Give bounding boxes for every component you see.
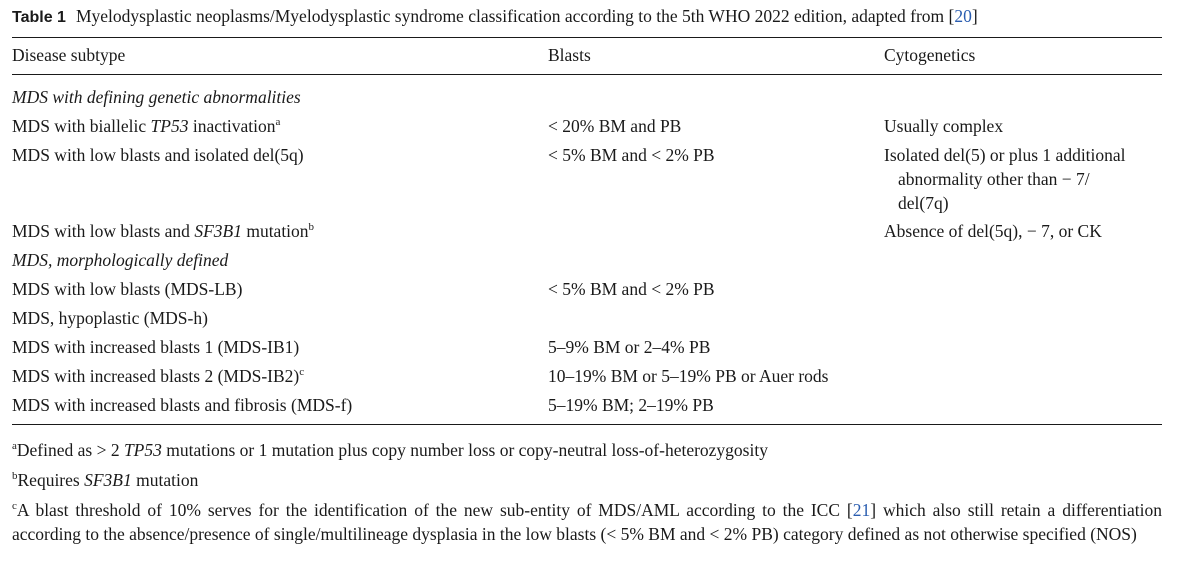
top-rule (12, 37, 1162, 38)
footnote-marker: c (299, 366, 305, 379)
cell-blasts: < 5% BM and < 2% PB (548, 145, 715, 165)
table-label: Table 1 (12, 9, 66, 26)
footnote-mark: b (12, 470, 18, 483)
footnote-b: $^b$Requires SF3B1 mutation (12, 470, 199, 490)
caption-text: Myelodysplastic neoplasms/Myelodysplastic syndrome classification according to the 5th WHO 2022 edition, adapted from [ (75, 6, 955, 26)
gene-name: TP53 (123, 440, 162, 460)
footnote-a: $^a$Defined as > 2 TP53 mutations or 1 mutation plus copy number loss or copy-neutral loss-of-heterozygosity (12, 440, 768, 460)
footnote-marker: a (275, 116, 281, 129)
footnote-marker: b (308, 221, 315, 234)
footnote-c: $^c$A blast threshold of 10% serves for the identification of the new sub-entity of MDS/AML according to the ICC [21] which also still retain a differentiation according to the absence/presence of single/multilineage dysplasia in the low blasts (< 5% BM and < 2% PB) category defined as not otherwise specified (NOS) (12, 500, 1162, 544)
caption-close-bracket: ] (971, 6, 978, 26)
header-disease-subtype: Disease subtype (12, 45, 126, 65)
cell-subtype: MDS with low blasts and isolated del(5q) (12, 145, 304, 165)
gene-name: SF3B1 (84, 470, 132, 490)
cell-subtype: MDS with increased blasts and fibrosis (MDS-f) (12, 395, 353, 415)
gene-name: TP53 (150, 116, 189, 136)
caption-reference-link[interactable]: 20 (954, 6, 972, 26)
cell-subtype: MDS with biallelic TP53 inactivation$^a$ (12, 116, 281, 136)
section-title: MDS with defining genetic abnormalities (12, 87, 301, 107)
cell-subtype: MDS with increased blasts 1 (MDS-IB1) (12, 337, 300, 357)
cell-blasts: 5–9% BM or 2–4% PB (548, 337, 711, 357)
cell-subtype: MDS with low blasts and SF3B1 mutation$^b$ (12, 221, 315, 241)
cell-subtype: MDS with increased blasts 2 $(MDS-IB2)^c$ (12, 366, 305, 386)
bottom-rule (12, 424, 1162, 425)
cell-blasts: 10–19% BM or 5–19% PB or Auer rods (548, 366, 829, 386)
cell-blasts: < 5% BM and < 2% PB (548, 279, 715, 299)
cell-blasts: < 20% BM and PB (548, 116, 682, 136)
cell-cytogenetics: Isolated del(5) or plus 1 additional abnormality other than − 7/ del(7q) (884, 145, 1126, 213)
cell-cytogenetics: Absence of del(5q), − 7, or CK (884, 221, 1102, 241)
cell-subtype: MDS with low blasts (MDS-LB) (12, 279, 243, 299)
cell-subtype: MDS, hypoplastic (MDS-h) (12, 308, 208, 328)
footnote-mark: a (12, 440, 17, 453)
section-title: MDS, morphologically defined (12, 250, 229, 270)
header-rule (12, 74, 1162, 75)
cell-cytogenetics: Usually complex (884, 116, 1004, 136)
gene-name: SF3B1 (194, 221, 242, 241)
header-cytogenetics: Cytogenetics (884, 45, 976, 65)
footnote-mark: c (12, 500, 17, 513)
cell-blasts: 5–19% BM; 2–19% PB (548, 395, 714, 415)
table-caption (12, 4, 1192, 30)
header-blasts: Blasts (548, 45, 591, 65)
footnote-reference-link[interactable]: 21 (852, 500, 871, 520)
